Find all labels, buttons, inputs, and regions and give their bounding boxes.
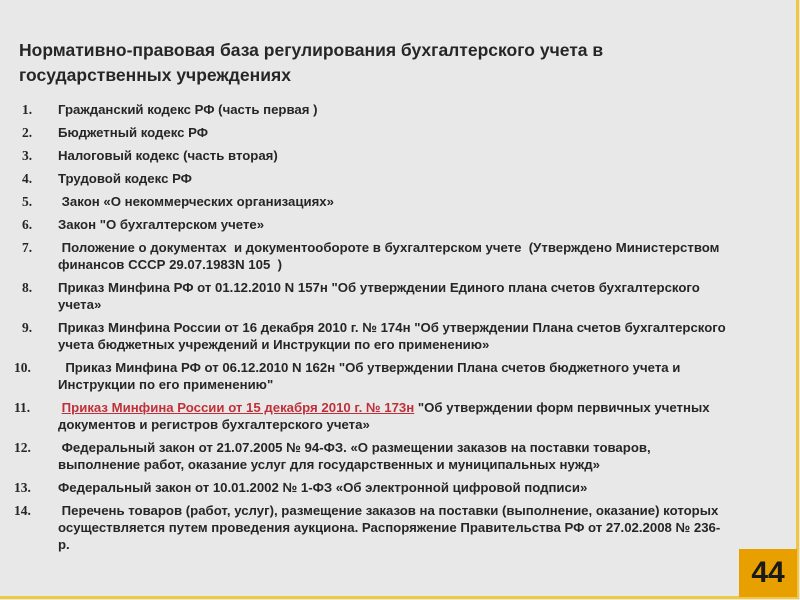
list-item: [0, 319, 730, 353]
item-text: Федеральный закон от 10.01.2002 № 1-ФЗ «Об электронной цифровой подписи»: [58, 480, 588, 495]
list-item: [0, 147, 730, 164]
item-number: 1.: [22, 102, 33, 117]
item-number: 13.: [14, 480, 31, 495]
item-number: 9.: [22, 320, 33, 335]
item-text: Трудовой кодекс РФ: [58, 171, 192, 186]
item-number: 7.: [22, 240, 33, 255]
list-item: [0, 216, 730, 233]
document-list: [0, 101, 730, 559]
page-number-badge: 44: [739, 549, 797, 597]
item-number: 8.: [22, 280, 33, 295]
item-number: 3.: [22, 148, 33, 163]
order-173n-link[interactable]: Приказ Минфина России от 15 декабря 2010 г. № 173н: [61, 400, 415, 415]
list-item: [0, 479, 730, 496]
item-text-rest: "Об утверждении форм первичных учетных документов и регистров бухгалтерского учета»: [58, 400, 710, 432]
list-item: [0, 193, 730, 210]
list-item: [0, 239, 730, 273]
list-item: [0, 359, 730, 393]
list-item: [0, 279, 730, 313]
item-text: Приказ Минфина России от 16 декабря 2010 г. № 174н "Об утверждении Плана счетов бухгалтерского учета бюджетных учреждений и Инструкции по его применению»: [58, 320, 726, 352]
item-number: 12.: [14, 440, 31, 455]
item-number: 14.: [14, 503, 31, 518]
item-text: Закон «О некоммерческих организациях»: [58, 194, 334, 209]
item-text: [58, 399, 730, 433]
list-item: [0, 502, 730, 553]
item-number: 2.: [22, 125, 33, 140]
list-item: [0, 439, 730, 473]
item-text: Приказ Минфина РФ от 06.12.2010 N 162н "Об утверждении Плана счетов бюджетного учета и Инструкции по его применению": [58, 360, 685, 392]
item-number: 4.: [22, 171, 33, 186]
item-number: 10.: [14, 360, 31, 375]
item-text: Налоговый кодекс (часть вторая): [58, 148, 278, 163]
item-text: Закон "О бухгалтерском учете»: [58, 217, 265, 232]
item-text: Гражданский кодекс РФ (часть первая ): [58, 102, 318, 117]
item-text: Перечень товаров (работ, услуг), размещение заказов на поставки (выполнение, оказание) которых осуществляется путем проведения аукциона. Распоряжение Правительства РФ от 27.02.2008 № 236-р.: [58, 503, 722, 552]
item-number: 11.: [14, 400, 31, 415]
item-text: Положение о документах и документообороте в бухгалтерском учете (Утверждено Министерством финансов СССР 29.07.1983N 105 ): [58, 240, 724, 272]
list-item: [0, 124, 730, 141]
item-text: Приказ Минфина РФ от 01.12.2010 N 157н "Об утверждении Единого плана счетов бухгалтерского учета»: [58, 280, 700, 312]
slide-title: Нормативно-правовая база регулирования бухгалтерского учета в государственных учреждениях: [19, 40, 604, 85]
list-item: [0, 399, 730, 433]
list-item: [0, 101, 730, 118]
item-text: Федеральный закон от 21.07.2005 № 94-ФЗ. «О размещении заказов на поставки товаров, выполнение работ, оказание услуг для государственных и муниципальных нужд»: [58, 440, 655, 472]
item-text: Бюджетный кодекс РФ: [58, 125, 209, 140]
item-number: 5.: [22, 194, 33, 209]
item-number: 6.: [22, 217, 33, 232]
list-item: [0, 170, 730, 187]
